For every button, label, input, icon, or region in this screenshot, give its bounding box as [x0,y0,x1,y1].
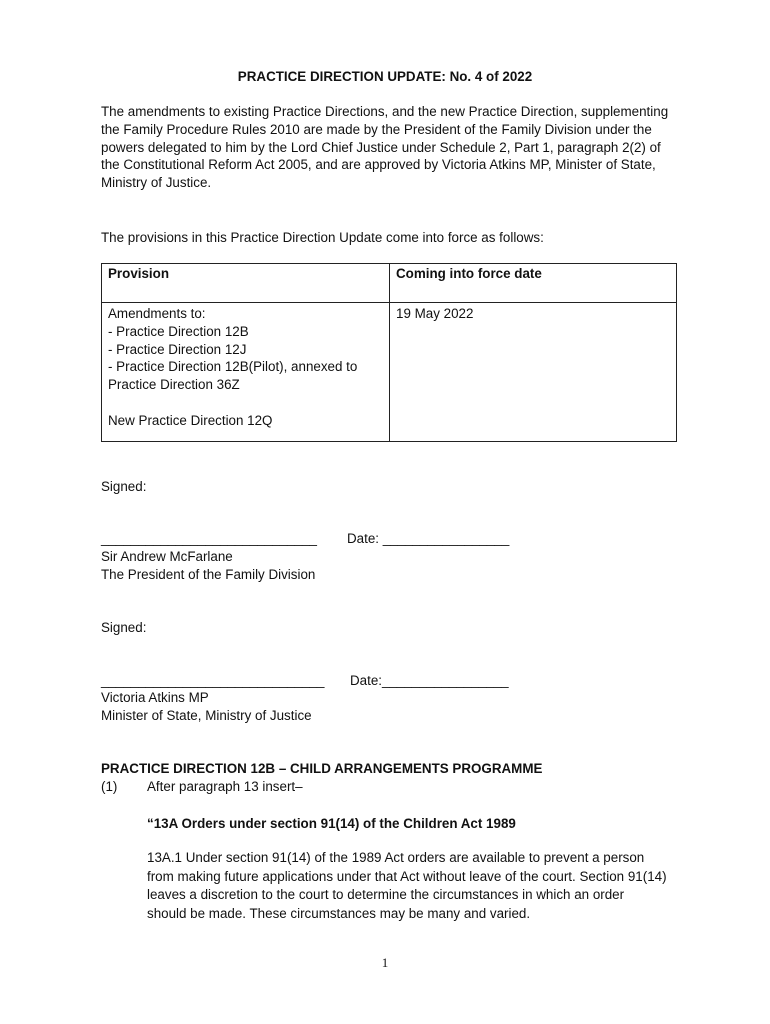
item-text: After paragraph 13 insert– [147,779,303,794]
signatory-role: Minister of State, Ministry of Justice [101,708,312,723]
provision-line: - Practice Direction 12B(Pilot), annexed to [108,359,358,375]
signatory-role: The President of the Family Division [101,567,316,582]
table-header-row [102,264,677,303]
signatory-name: Victoria Atkins MP [101,690,209,705]
signed-label: Signed: [101,620,147,635]
provision-spacer [108,394,383,412]
signatory-name: Sir Andrew McFarlane [101,549,233,564]
signature-line: ______________________________ [101,673,325,688]
provision-line: - Practice Direction 12B [108,323,249,339]
intro-paragraph: The amendments to existing Practice Directions, and the new Practice Direction, supplementing the Family Procedure Rules 2010 are made by the President of the Family Division under the powers delegated to him by the Lord Chief Justice under Schedule 2, Part 1, paragraph 2(2) of the Constitutional Reform Act 2005, and are approved by Victoria Atkins MP, Minister of State, Ministry of Justice. [101,104,669,191]
subsection-heading: “13A Orders under section 91(14) of the Children Act 1989 [147,816,516,831]
document-title: PRACTICE DIRECTION UPDATE: No. 4 of 2022 [237,69,533,84]
signature-line: _____________________________ [101,531,317,546]
provision-header: Provision [102,264,390,303]
provision-cell [102,303,390,442]
item-number: (1) [101,779,118,794]
table-row [102,303,677,442]
section-paragraph: 13A.1 Under section 91(14) of the 1989 Act orders are available to prevent a person from making future applications under that Act without leave of the court. Section 91(14) leaves a discretion to the court to determine the circumstances in which an order should be made. These circumstances may be many and varied. [147,850,667,921]
provisions-intro: The provisions in this Practice Direction Update come into force as follows: [101,230,544,245]
signed-label: Signed: [101,479,147,494]
section-heading: PRACTICE DIRECTION 12B – CHILD ARRANGEMENTS PROGRAMME [101,761,543,776]
date-field: Date: _________________ [347,531,510,546]
provision-line: Amendments to: [108,306,206,321]
provisions-table [101,263,677,442]
provision-line: - Practice Direction 12J [108,341,247,357]
date-header: Coming into force date [390,264,677,303]
page-number: 1 [381,955,389,970]
date-cell: 19 May 2022 [390,303,677,442]
date-field: Date:_________________ [350,673,509,688]
provision-line: Practice Direction 36Z [108,377,240,393]
provision-line: New Practice Direction 12Q [108,412,273,428]
